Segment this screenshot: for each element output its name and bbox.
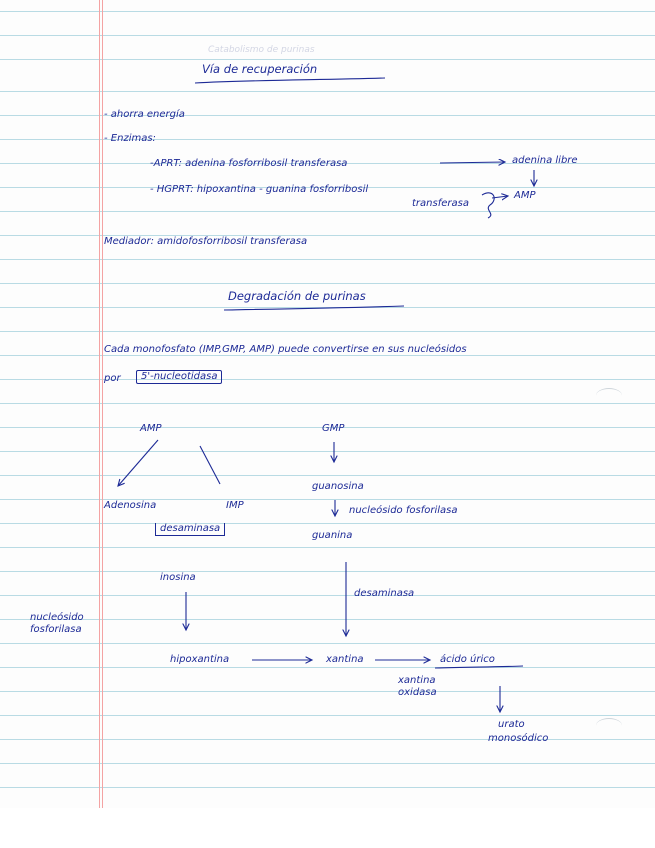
- arrow-aprt: [440, 162, 505, 163]
- title-underline: [435, 666, 523, 668]
- nucleosido-fosforilasa-left: nucleósido fosforilasa: [30, 612, 84, 635]
- hgprt-line-2: transferasa: [412, 198, 469, 209]
- node-acido-urico: ácido úrico: [440, 654, 495, 665]
- node-guanina: guanina: [312, 530, 353, 541]
- node-guanosina: guanosina: [312, 481, 364, 492]
- node-urato: urato: [498, 719, 525, 730]
- arrow-amp-adenosina: [118, 440, 158, 486]
- desaminasa-label: desaminasa: [155, 523, 225, 536]
- node-amp: AMP: [140, 423, 162, 434]
- title-underline: [224, 306, 404, 310]
- title-underline: [195, 78, 385, 83]
- cada-line: Cada monofosfato (IMP,GMP, AMP) puede convertirse en sus nucleósidos: [104, 344, 467, 355]
- node-imp: IMP: [226, 500, 244, 511]
- node-xantina: xantina: [326, 654, 364, 665]
- page-bottom: [0, 808, 655, 848]
- nucleotidasa-box: 5'-nucleotidasa: [136, 370, 222, 384]
- por-word: por: [104, 373, 121, 384]
- amp-product: AMP: [514, 190, 536, 201]
- nucleosido-fosforilasa-right: nucleósido fosforilasa: [349, 505, 458, 516]
- faint-heading: Catabolismo de purinas: [208, 45, 315, 55]
- node-hipoxantina: hipoxantina: [170, 654, 230, 665]
- bullet-enzimas: - Enzimas:: [104, 133, 156, 144]
- hgprt-bracket: [482, 193, 494, 218]
- mediador-line: Mediador: amidofosforribosil transferasa: [104, 236, 308, 247]
- guanina-desaminasa: desaminasa: [354, 588, 415, 599]
- xantina-oxidasa: xantina oxidasa: [398, 675, 437, 698]
- node-monosodico: monosódico: [488, 733, 549, 744]
- aprt-line: -APRT: adenina fosforribosil transferasa: [150, 158, 348, 169]
- node-inosina: inosina: [160, 572, 196, 583]
- section-title-recuperacion: Vía de recuperación: [202, 62, 318, 76]
- aprt-product: adenina libre: [512, 155, 578, 166]
- bullet-energia: - ahorra energía: [104, 109, 185, 120]
- section-title-degradacion: Degradación de purinas: [228, 289, 366, 303]
- node-gmp: GMP: [322, 423, 345, 434]
- hgprt-line: - HGPRT: hipoxantina - guanina fosforribosil: [150, 184, 369, 195]
- arrow-amp-imp: [200, 446, 220, 484]
- node-adenosina: Adenosina: [104, 500, 157, 511]
